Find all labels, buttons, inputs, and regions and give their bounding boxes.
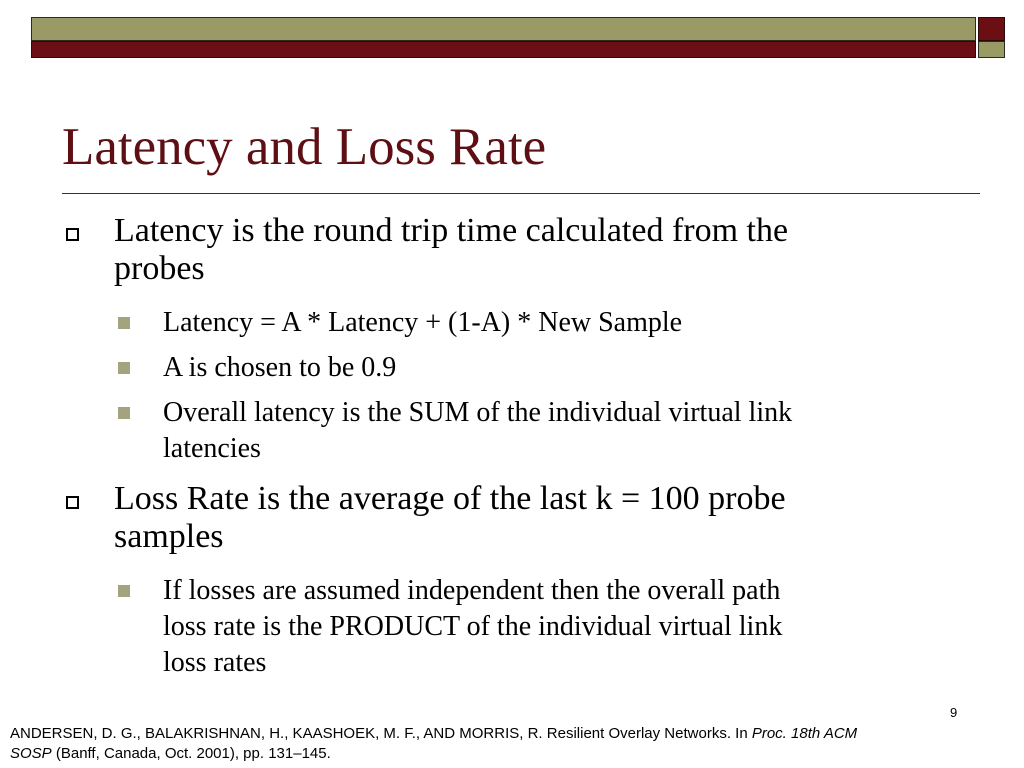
bullet-text-line: Loss Rate is the average of the last k = 100 probe <box>114 480 786 517</box>
citation-venue: Proc. 18th ACM <box>751 725 858 742</box>
bullet-loss-rate <box>114 480 944 556</box>
bullet-latency <box>114 212 944 288</box>
sub-bullet-text-line: A is chosen to be 0.9 <box>163 352 397 383</box>
citation <box>10 724 1010 764</box>
sub-bullet-latency-formula <box>163 305 953 341</box>
filled-square-bullet-icon <box>118 317 130 329</box>
sub-bullet-overall-latency <box>163 395 953 467</box>
slide-title: Latency and Loss Rate <box>62 118 547 176</box>
sub-bullet-text-line: loss rate is the PRODUCT of the individual virtual link <box>163 611 783 642</box>
sub-bullet-text-line: loss rates <box>163 647 267 678</box>
filled-square-bullet-icon <box>118 362 130 374</box>
page-number: 9 <box>950 705 958 720</box>
citation-text: ANDERSEN, D. G., BALAKRISHNAN, H., KAASHOEK, M. F., AND MORRIS, R. Resilient Overlay Networks. In <box>10 725 752 742</box>
sub-bullet-loss-product <box>163 573 953 681</box>
sub-bullet-text-line: latencies <box>163 433 261 464</box>
bullet-text-line: Latency is the round trip time calculated from the <box>114 212 789 249</box>
filled-square-bullet-icon <box>118 585 130 597</box>
sub-bullet-a-value <box>163 350 953 386</box>
bullet-text-line: probes <box>114 250 205 287</box>
hollow-square-bullet-icon <box>66 228 79 241</box>
citation-details: (Banff, Canada, Oct. 2001), pp. 131–145. <box>51 745 331 762</box>
hollow-square-bullet-icon <box>66 496 79 509</box>
filled-square-bullet-icon <box>118 407 130 419</box>
bullet-text-line: samples <box>114 518 224 555</box>
citation-venue-cont: SOSP <box>10 745 52 762</box>
sub-bullet-text-line: If losses are assumed independent then the overall path <box>163 575 781 606</box>
sub-bullet-text-line: Overall latency is the SUM of the individual virtual link <box>163 397 793 428</box>
sub-bullet-text-line: Latency = A * Latency + (1-A) * New Sample <box>163 307 683 338</box>
